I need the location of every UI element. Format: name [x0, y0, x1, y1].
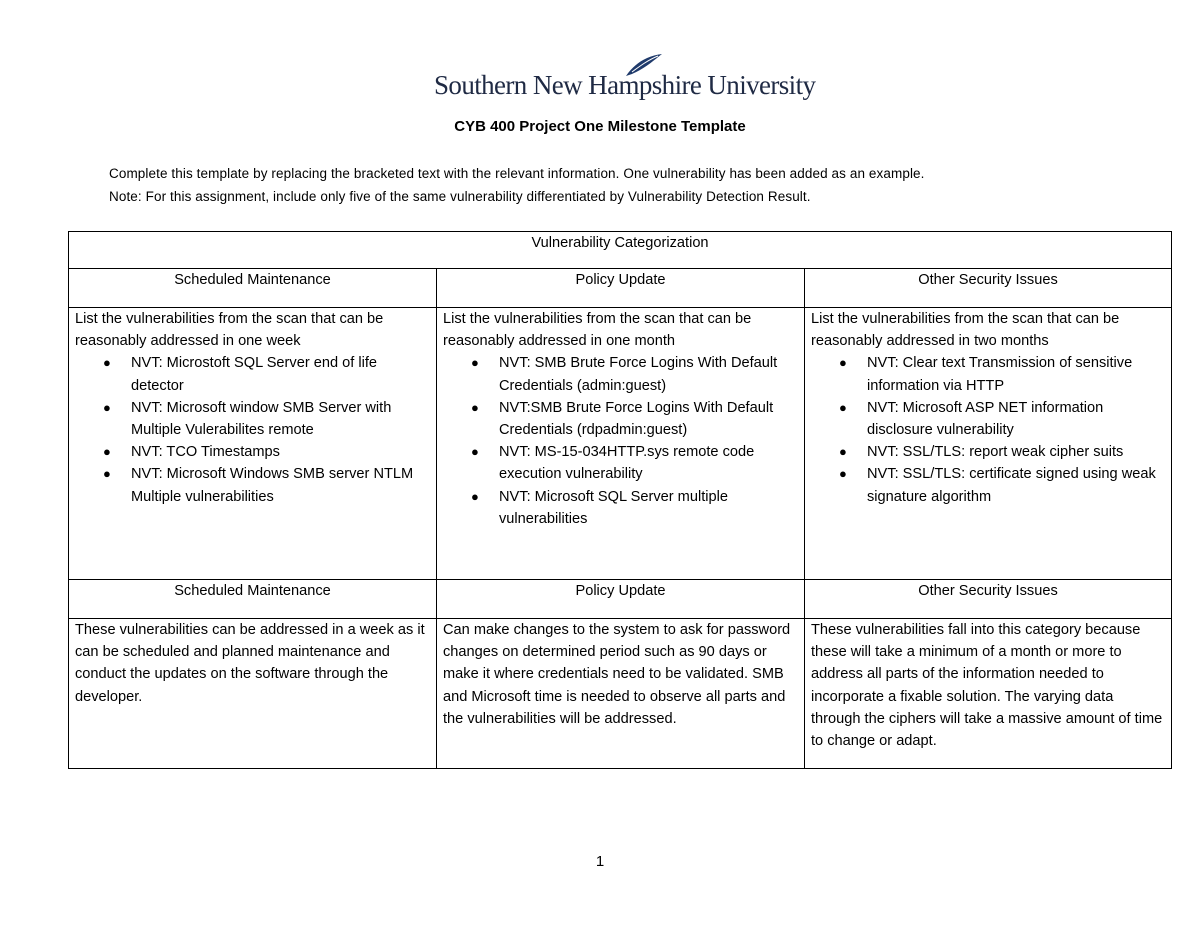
list-item: ● NVT:SMB Brute Force Logins With Default Credentials (rdpadmin:guest) — [499, 397, 798, 441]
document-title: CYB 400 Project One Milestone Template — [454, 118, 746, 135]
vulnerability-list — [443, 352, 798, 530]
list-item: ● NVT: Microsoft SQL Server multiple vulnerabilities — [499, 486, 798, 530]
list-item: ● NVT: TCO Timestamps — [131, 441, 430, 463]
logo-text: Southern New Hampshire University — [434, 70, 816, 100]
table-title: Vulnerability Categorization — [69, 232, 1172, 269]
other-security-issues-cell — [805, 308, 1172, 580]
list-item: ● NVT: Clear text Transmission of sensitive information via HTTP — [867, 352, 1165, 396]
list-item: ● NVT: SMB Brute Force Logins With Default Credentials (admin:guest) — [499, 352, 798, 396]
vulnerability-list — [811, 352, 1165, 507]
list-item: ● NVT: Microsoft Windows SMB server NTLM Multiple vulnerabilities — [131, 463, 430, 507]
vulnerability-table — [68, 231, 1172, 769]
list-item: ● NVT: SSL/TLS: certificate signed using weak signature algorithm — [867, 463, 1165, 507]
cell-intro: List the vulnerabilities from the scan that can be reasonably addressed in two months — [811, 311, 1120, 350]
instruction-note: Note: For this assignment, include only five of the same vulnerability differentiated by Vulnerability Detection Result. — [109, 189, 811, 204]
column-header-other-security-issues: Other Security Issues — [805, 269, 1172, 308]
university-logo — [434, 52, 816, 104]
scheduled-maintenance-cell — [69, 308, 437, 580]
list-item: ● NVT: SSL/TLS: report weak cipher suits — [867, 441, 1165, 463]
column-header-other-security-issues-2: Other Security Issues — [805, 580, 1172, 619]
policy-update-cell — [437, 308, 805, 580]
list-item: ● NVT: Microsoft ASP NET information disclosure vulnerability — [867, 397, 1165, 441]
other-security-issues-explanation: These vulnerabilities fall into this category because these will take a minimum of a month or more to address all parts of the information needed to incorporate a fixable solution. The varying data through the ciphers will take a massive amount of time to change or adapt. — [805, 619, 1172, 769]
page-number: 1 — [595, 853, 605, 870]
list-item: ● NVT: Microsoft window SMB Server with Multiple Vulerabilites remote — [131, 397, 430, 441]
column-header-scheduled-maintenance: Scheduled Maintenance — [69, 269, 437, 308]
column-header-policy-update: Policy Update — [437, 269, 805, 308]
cell-intro: List the vulnerabilities from the scan that can be reasonably addressed in one month — [443, 311, 752, 350]
instructions — [109, 162, 925, 208]
list-item: ● NVT: Microstoft SQL Server end of life detector — [131, 352, 430, 396]
column-header-scheduled-maintenance-2: Scheduled Maintenance — [69, 580, 437, 619]
policy-update-explanation: Can make changes to the system to ask for password changes on determined period such as 90 days or make it where credentials need to be validated. SMB and Microsoft time is needed to observe all parts and the vulnerabilities will be addressed. — [437, 619, 805, 769]
scheduled-maintenance-explanation: These vulnerabilities can be addressed in a week as it can be scheduled and planned maintenance and conduct the updates on the software through the developer. — [69, 619, 437, 769]
list-item: ● NVT: MS-15-034HTTP.sys remote code execution vulnerability — [499, 441, 798, 485]
cell-intro: List the vulnerabilities from the scan that can be reasonably addressed in one week — [75, 311, 384, 350]
vulnerability-list — [75, 352, 430, 507]
instruction-line: Complete this template by replacing the bracketed text with the relevant information. One vulnerability has been added as an example. — [109, 166, 925, 181]
column-header-policy-update-2: Policy Update — [437, 580, 805, 619]
